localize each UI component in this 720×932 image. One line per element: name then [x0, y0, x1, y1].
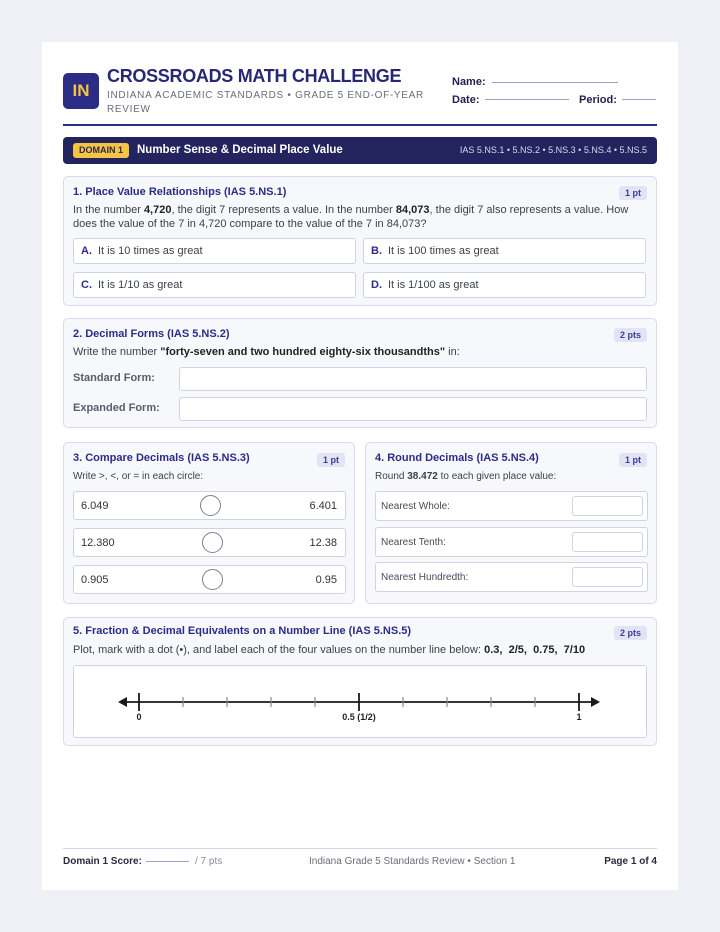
compare-row: [73, 491, 346, 520]
compare-row: [73, 528, 346, 557]
round-row-hundredth: [375, 562, 648, 592]
name-label: Name:: [452, 76, 486, 88]
standard-form-label: Standard Form:: [73, 372, 155, 384]
question-3-points: 1 pt: [317, 453, 345, 467]
compare-right-value: 0.95: [315, 574, 337, 586]
tick-label-half: 0.5 (1/2): [342, 712, 376, 722]
question-2-points: 2 pts: [614, 328, 647, 342]
option-d[interactable]: D. It is 1/100 as great: [363, 272, 646, 298]
question-3-title: 3. Compare Decimals (IAS 5.NS.3): [73, 452, 250, 464]
question-1-points: 1 pt: [619, 186, 647, 200]
question-5-card: [63, 617, 657, 746]
state-logo: IN: [63, 73, 99, 109]
option-a[interactable]: A. It is 10 times as great: [73, 238, 356, 264]
expanded-form-field[interactable]: [179, 397, 647, 421]
question-4-points: 1 pt: [619, 453, 647, 467]
compare-left-value: 6.049: [81, 500, 109, 512]
date-label: Date:: [452, 94, 480, 106]
compare-row: [73, 565, 346, 594]
domain-standards: IAS 5.NS.1 • 5.NS.2 • 5.NS.3 • 5.NS.4 • 5.NS.5: [459, 145, 647, 155]
standard-form-field[interactable]: [179, 367, 647, 391]
round-row-tenth: [375, 527, 648, 557]
name-line[interactable]: [492, 82, 618, 83]
option-b[interactable]: B. It is 100 times as great: [363, 238, 646, 264]
domain-score-label: Domain 1 Score:: [63, 856, 142, 867]
question-2-card: [63, 318, 657, 428]
question-2-title: 2. Decimal Forms (IAS 5.NS.2): [73, 328, 230, 340]
question-1-card: [63, 176, 657, 306]
page-number: Page 1 of 4: [604, 856, 657, 867]
arrow-right-icon: [591, 697, 600, 707]
round-label: Nearest Hundredth:: [381, 572, 469, 583]
question-1-text: In the number 4,720, the digit 7 represents a value. In the number 84,073, the digit 7 also represents a value. How does the value of the 7 in 4,720 compare to the value of the 7 in 84,073?: [73, 204, 629, 230]
expanded-form-label: Expanded Form:: [73, 402, 160, 414]
period-label: Period:: [579, 94, 617, 106]
date-line[interactable]: [485, 99, 569, 100]
worksheet-page: [42, 42, 678, 890]
question-1-title: 1. Place Value Relationships (IAS 5.NS.1): [73, 186, 287, 198]
question-4-card: [365, 442, 657, 604]
compare-circle[interactable]: [202, 569, 223, 590]
question-5-text: Plot, mark with a dot (•), and label each of the four values on the number line below: 0.3, 2/5, 0.75, 7/10: [73, 644, 586, 656]
tick-label-0: 0: [136, 712, 142, 722]
question-5-points: 2 pts: [614, 626, 647, 640]
domain-banner: [63, 137, 657, 164]
compare-right-value: 6.401: [309, 500, 337, 512]
question-3-card: [63, 442, 355, 604]
worksheet-title: CROSSROADS MATH CHALLENGE: [107, 66, 402, 86]
compare-circle[interactable]: [200, 495, 221, 516]
domain-title: Number Sense & Decimal Place Value: [137, 144, 343, 156]
number-line-area[interactable]: [73, 665, 647, 738]
footer-divider: [63, 848, 657, 849]
question-4-title: 4. Round Decimals (IAS 5.NS.4): [375, 452, 539, 464]
compare-left-value: 12.380: [81, 537, 115, 549]
number-line: [74, 666, 646, 737]
round-label: Nearest Tenth:: [381, 537, 446, 548]
compare-left-value: 0.905: [81, 574, 109, 586]
round-row-whole: [375, 491, 648, 521]
round-answer-box[interactable]: [572, 567, 643, 587]
header-divider: [63, 124, 657, 126]
round-answer-box[interactable]: [572, 496, 643, 516]
score-total: / 7 pts: [195, 856, 223, 867]
round-answer-box[interactable]: [572, 532, 643, 552]
option-c[interactable]: C. It is 1/10 as great: [73, 272, 356, 298]
question-2-text: Write the number "forty-seven and two hundred eighty-six thousandths" in:: [73, 346, 460, 358]
arrow-left-icon: [118, 697, 127, 707]
tick-label-1: 1: [576, 712, 582, 722]
question-3-instruction: Write >, <, or = in each circle:: [73, 471, 204, 482]
footer-section: Indiana Grade 5 Standards Review • Section 1: [309, 856, 516, 867]
period-line[interactable]: [622, 99, 656, 100]
score-line[interactable]: [146, 861, 189, 862]
domain-tag: DOMAIN 1: [73, 143, 129, 158]
question-5-title: 5. Fraction & Decimal Equivalents on a Number Line (IAS 5.NS.5): [73, 625, 412, 637]
worksheet-subtitle: INDIANA ACADEMIC STANDARDS • GRADE 5 END-OF-YEAR REVIEW: [107, 90, 424, 115]
compare-circle[interactable]: [202, 532, 223, 553]
round-label: Nearest Whole:: [381, 501, 450, 512]
compare-right-value: 12.38: [309, 537, 337, 549]
question-4-instruction: Round 38.472 to each given place value:: [375, 471, 557, 482]
